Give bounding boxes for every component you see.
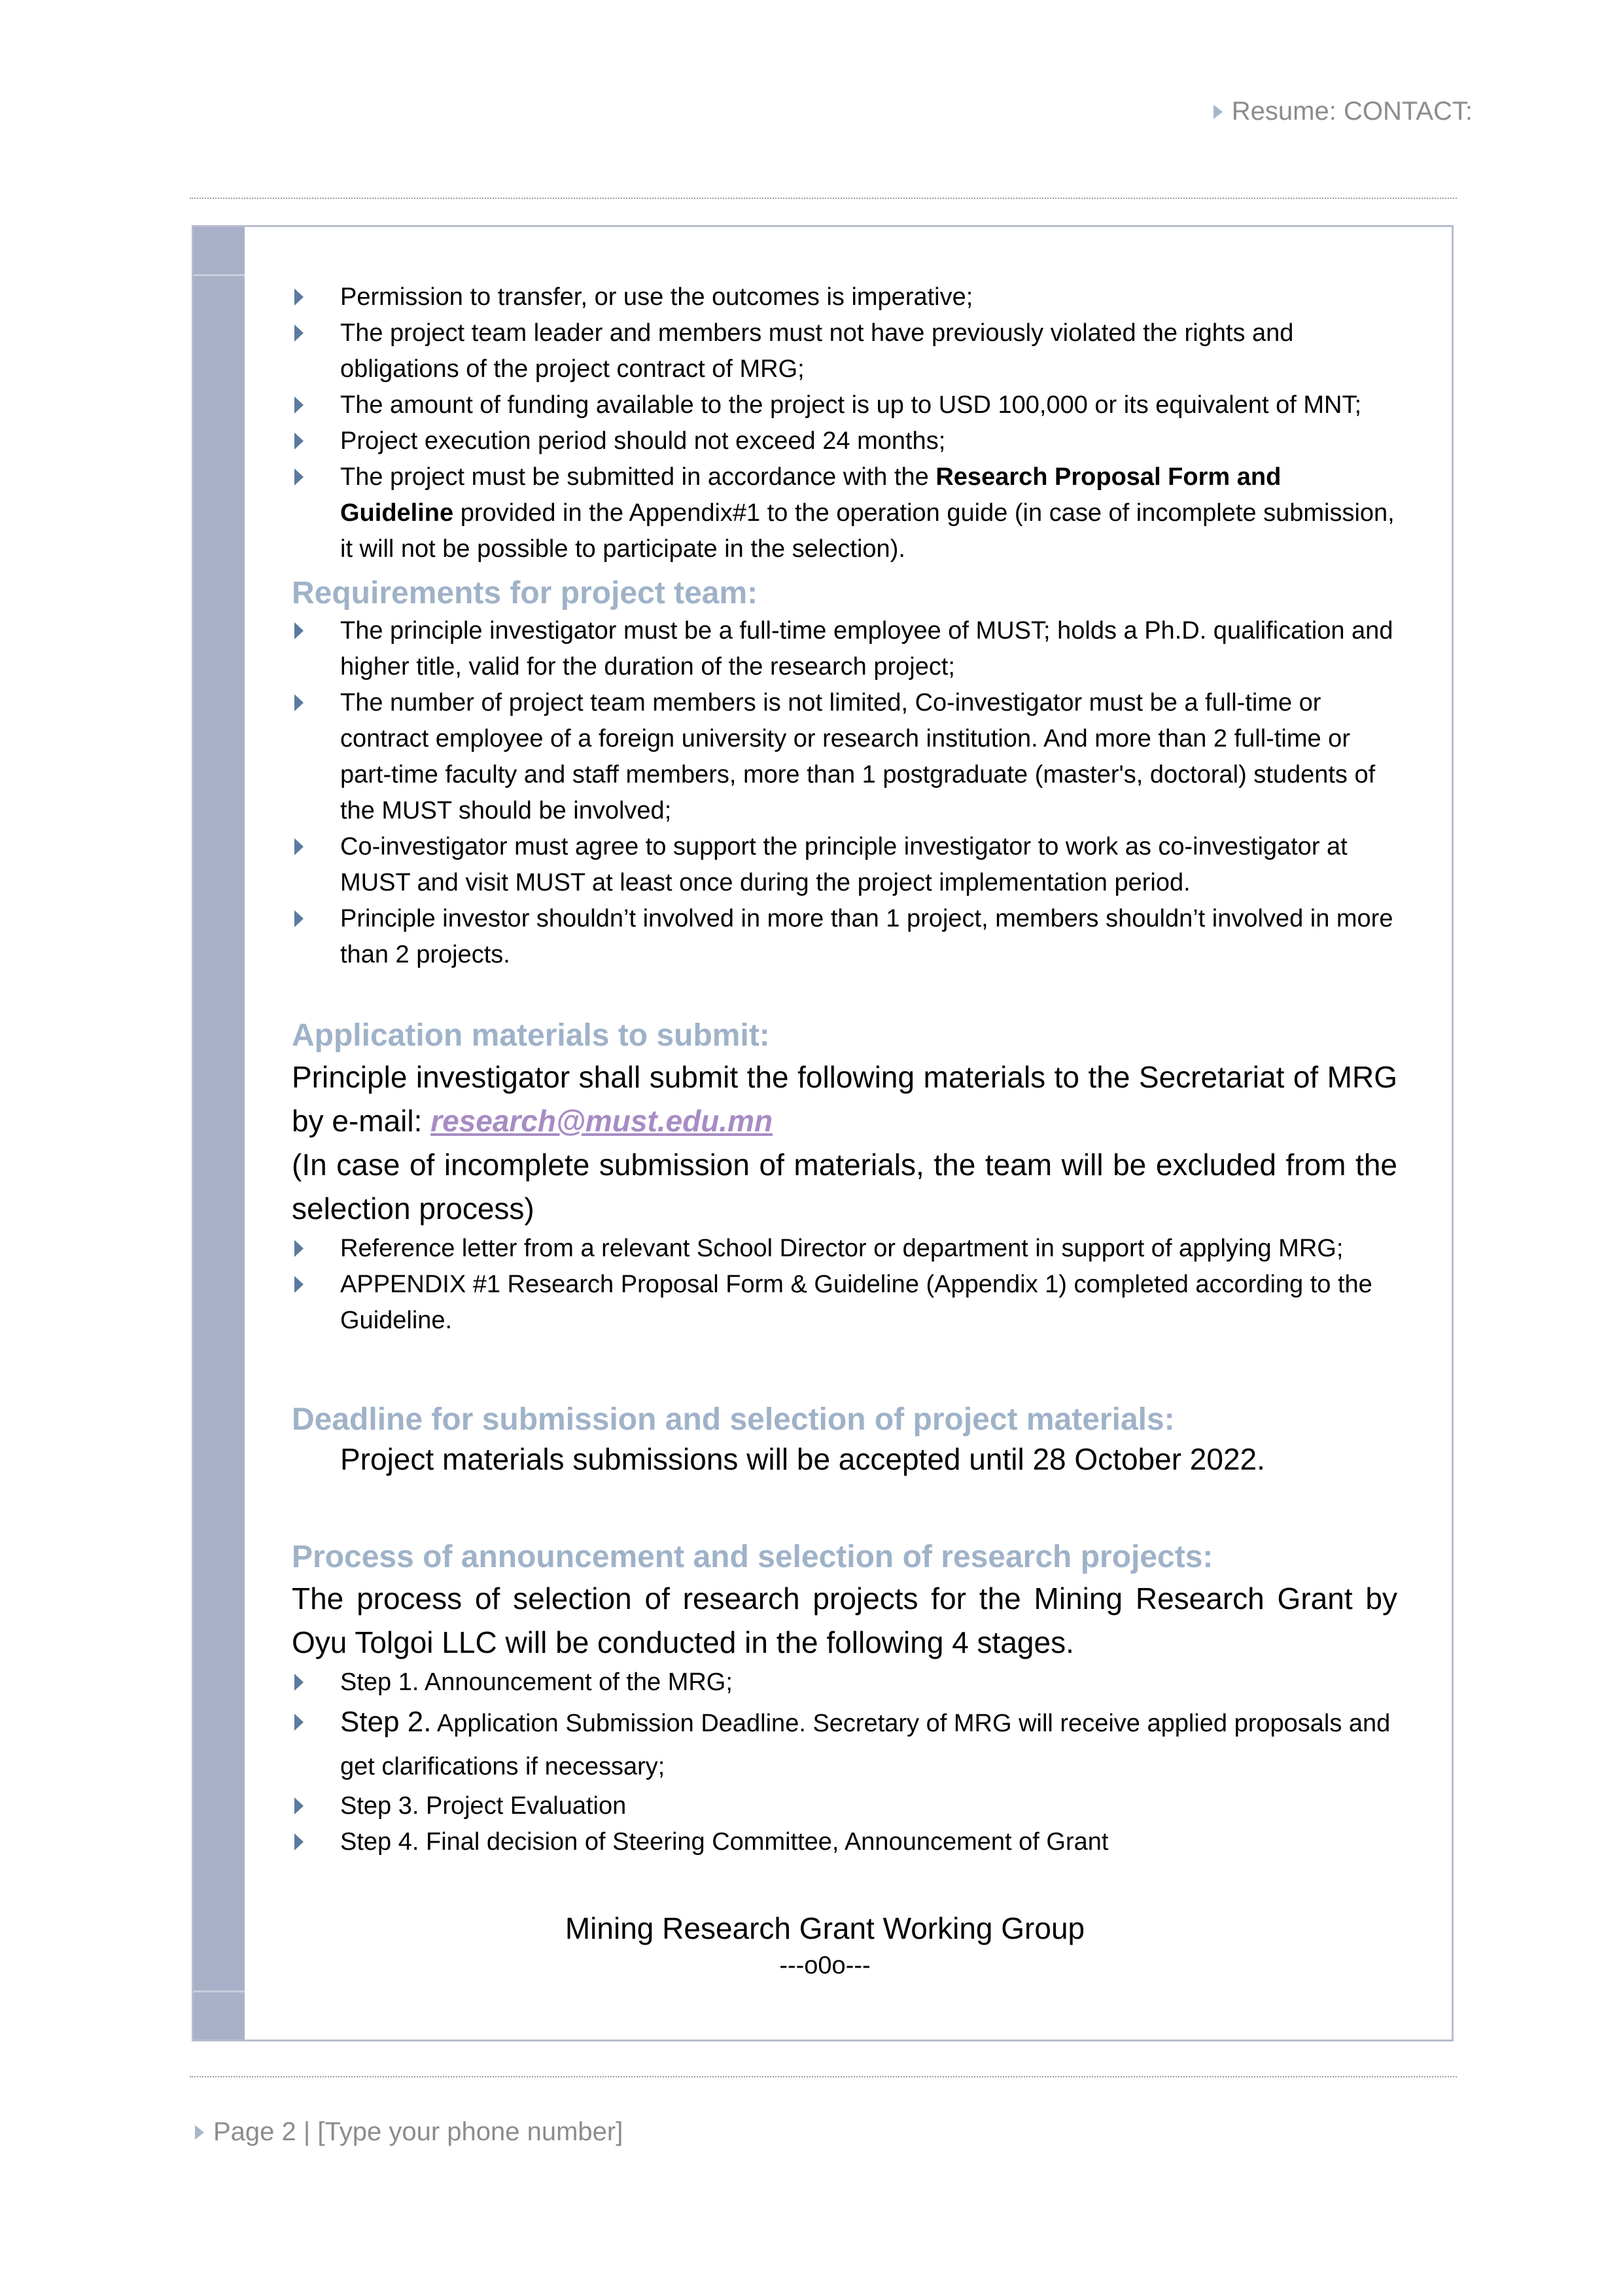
materials-bullet-list [292,1231,1397,1339]
list-item: Project execution period should not exceed 24 months; [292,423,1397,459]
list-item: Principle investor shouldn’t involved in more than 1 project, members shouldn’t involved in more than 2 projects. [292,901,1397,973]
process-step-list [292,1665,1397,1860]
header-text: Resume: CONTACT: [1231,97,1473,126]
materials-note: (In case of incomplete submission of materials, the team will be excluded from the selection process) [292,1148,1397,1226]
bullet-arrow-icon [294,1714,304,1731]
team-heading: Requirements for project team: [292,576,758,610]
bullet-arrow-icon [294,1240,304,1257]
list-item: APPENDIX #1 Research Proposal Form & Guideline (Appendix 1) completed according to the Guideline. [292,1267,1397,1339]
list-item: The amount of funding available to the project is up to USD 100,000 or its equivalent of MNT; [292,387,1397,423]
sidebar-bar [194,227,245,2040]
deadline-text: Project materials submissions will be accepted until 28 October 2022. [340,1442,1265,1476]
list-item: The project team leader and members must not have previously violated the rights and obligations of the project contract of MRG; [292,315,1397,387]
list-item: Step 3. Project Evaluation [292,1788,1397,1824]
process-paragraph: The process of selection of research projects for the Mining Research Grant by Oyu Tolgoi LLC will be conducted in the following 4 stages. [292,1581,1397,1659]
content-frame [192,225,1454,2041]
list-item: The number of project team members is not limited, Co-investigator must be a full-time or contract employee of a foreign university or research institution. And more than 2 full-time or part-time faculty and staff members, more than 1 postgraduate (master's, doctoral) students of the MUST should be involved; [292,685,1397,829]
main-content [292,279,1397,1982]
footer-triangle-icon [195,2125,204,2140]
bold-form-name: Research Proposal Form and Guideline [340,463,1282,527]
team-bullet-list [292,613,1397,973]
signature-ornament: ---o0o--- [779,1952,871,1979]
materials-paragraph: Principle investigator shall submit the following materials to the Secretariat of MRG by e-mail: research@must.edu.mn [292,1060,1397,1138]
bullet-arrow-icon [294,1797,304,1814]
process-heading: Process of announcement and selection of research projects: [292,1540,1213,1574]
list-item: Step 2. Application Submission Deadline. Secretary of MRG will receive applied proposals and get clarifications if necessary; [292,1701,1397,1788]
list-item: The principle investigator must be a full-time employee of MUST; holds a Ph.D. qualification and higher title, valid for the duration of the research project; [292,613,1397,685]
bullet-arrow-icon [294,397,304,414]
bullet-arrow-icon [294,1276,304,1293]
bullet-arrow-icon [294,1674,304,1691]
bullet-arrow-icon [294,433,304,450]
footer-rule [190,2076,1457,2077]
intro-bullet-list [292,279,1397,567]
materials-heading: Application materials to submit: [292,1018,770,1053]
bullet-arrow-icon [294,468,304,486]
bullet-arrow-icon [294,622,304,639]
list-item: Co-investigator must agree to support the principle investigator to work as co-investigator at MUST and visit MUST at least once during the project implementation period. [292,829,1397,901]
page-footer [195,2117,623,2147]
list-item: Permission to transfer, or use the outcomes is imperative; [292,279,1397,315]
header-triangle-icon [1213,105,1223,119]
signature-line: Mining Research Grant Working Group [565,1911,1085,1945]
bullet-arrow-icon [294,694,304,711]
bullet-arrow-icon [294,838,304,855]
bullet-arrow-icon [294,325,304,342]
bullet-arrow-icon [294,289,304,306]
email-link[interactable]: research@must.edu.mn [430,1104,773,1138]
bullet-arrow-icon [294,1833,304,1850]
page-header [1213,97,1473,126]
bullet-arrow-icon [294,910,304,927]
sidebar-band [194,1990,245,1992]
sidebar-band [194,274,245,276]
list-item: Step 4. Final decision of Steering Committee, Announcement of Grant [292,1824,1397,1860]
deadline-heading: Deadline for submission and selection of project materials: [292,1402,1175,1437]
header-rule [190,198,1457,199]
list-item: Step 1. Announcement of the MRG; [292,1665,1397,1701]
list-item: Reference letter from a relevant School Director or department in support of applying MRG; [292,1231,1397,1267]
list-item: The project must be submitted in accordance with the Research Proposal Form and Guideline provided in the Appendix#1 to the operation guide (in case of incomplete submission, it will not be possible to participate in the selection). [292,459,1397,567]
footer-text: Page 2 | [Type your phone number] [213,2117,623,2146]
